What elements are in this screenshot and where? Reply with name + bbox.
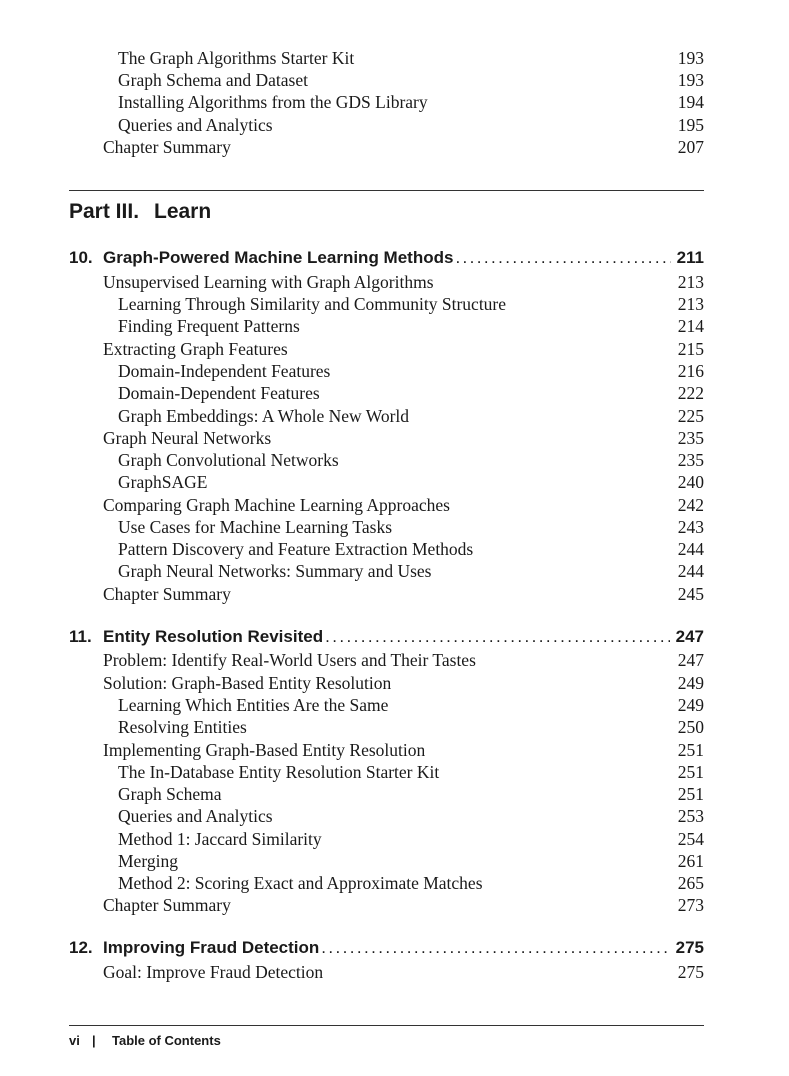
entry-page: 222 — [677, 383, 704, 403]
entry-page: 242 — [677, 495, 704, 515]
entry-page: 254 — [677, 829, 704, 849]
entry-title: Graph Schema — [118, 784, 222, 804]
entry-page: 265 — [677, 873, 704, 893]
entry-page: 251 — [677, 740, 704, 760]
entry-page: 235 — [677, 450, 704, 470]
chapter-page: 211 — [676, 248, 704, 267]
entry-title: Installing Algorithms from the GDS Library — [118, 92, 428, 112]
entry-page: 244 — [677, 561, 704, 581]
toc-entry[interactable] — [0, 739, 704, 761]
entry-title: Extracting Graph Features — [103, 339, 288, 359]
entry-title: The In-Database Entity Resolution Starter Kit — [118, 762, 440, 782]
entry-page: 249 — [677, 673, 704, 693]
entry-title: Comparing Graph Machine Learning Approaches — [103, 495, 450, 515]
toc-entry[interactable] — [0, 315, 704, 337]
entry-page: 225 — [677, 406, 704, 426]
toc-entry[interactable] — [0, 114, 704, 136]
entry-page: 275 — [677, 962, 704, 982]
entry-page: 213 — [677, 294, 704, 314]
entry-title: Implementing Graph-Based Entity Resolution — [103, 740, 426, 760]
entry-page: 193 — [677, 70, 704, 90]
toc-entry[interactable] — [0, 69, 704, 91]
chapter-number: 10. — [69, 248, 93, 267]
toc-entry[interactable] — [0, 850, 704, 872]
entry-page: 215 — [677, 339, 704, 359]
toc-entry[interactable] — [0, 761, 704, 783]
entry-title: Pattern Discovery and Feature Extraction Methods — [118, 539, 474, 559]
entry-page: 193 — [677, 48, 704, 68]
entry-page: 235 — [677, 428, 704, 448]
entry-title: Finding Frequent Patterns — [118, 316, 300, 336]
entry-title: Domain-Dependent Features — [118, 383, 320, 403]
entry-title: Method 2: Scoring Exact and Approximate Matches — [118, 873, 483, 893]
toc-entry[interactable] — [0, 894, 704, 916]
chapter-page: 247 — [675, 627, 704, 646]
chapter-heading[interactable] — [69, 246, 704, 270]
entry-title: Graph Neural Networks — [103, 428, 272, 448]
toc-entry[interactable] — [0, 293, 704, 315]
toc-entry[interactable] — [0, 716, 704, 738]
entry-page: 253 — [677, 806, 704, 826]
toc-entry[interactable] — [0, 805, 704, 827]
toc-entry[interactable] — [0, 649, 704, 671]
part-label: Part III. — [69, 200, 140, 223]
entry-title: GraphSAGE — [118, 472, 208, 492]
entry-title: Domain-Independent Features — [118, 361, 331, 381]
entry-page: 261 — [677, 851, 704, 871]
dot-leader — [455, 246, 670, 270]
entry-title: Graph Embeddings: A Whole New World — [118, 406, 410, 426]
entry-page: 273 — [677, 895, 704, 915]
toc-entry[interactable] — [0, 583, 704, 605]
toc-entry[interactable] — [0, 360, 704, 382]
toc-entry[interactable] — [0, 516, 704, 538]
part-divider — [69, 190, 704, 191]
entry-title: Graph Convolutional Networks — [118, 450, 339, 470]
entry-title: Problem: Identify Real-World Users and Their Tastes — [103, 650, 476, 670]
entry-page: 250 — [677, 717, 704, 737]
toc-entry[interactable] — [0, 449, 704, 471]
entry-title: Solution: Graph-Based Entity Resolution — [103, 673, 392, 693]
entry-page: 247 — [677, 650, 704, 670]
toc-entry[interactable] — [0, 271, 704, 293]
toc-entry[interactable] — [0, 961, 704, 983]
entry-page: 245 — [677, 584, 704, 604]
entry-page: 207 — [677, 137, 704, 157]
entry-title: Goal: Improve Fraud Detection — [103, 962, 324, 982]
entry-title: Chapter Summary — [103, 895, 231, 915]
entry-page: 216 — [677, 361, 704, 381]
entry-page: 194 — [677, 92, 704, 112]
part-name: Learn — [154, 200, 212, 223]
dot-leader — [321, 936, 669, 960]
entry-page: 244 — [677, 539, 704, 559]
chapter-title: Graph-Powered Machine Learning Methods — [103, 248, 454, 267]
chapter-heading[interactable] — [69, 625, 704, 649]
entry-title: Chapter Summary — [103, 584, 231, 604]
entry-page: 251 — [677, 784, 704, 804]
toc-entry[interactable] — [0, 538, 704, 560]
entry-title: Queries and Analytics — [118, 115, 273, 135]
entry-title: Resolving Entities — [118, 717, 247, 737]
toc-entry[interactable] — [0, 471, 704, 493]
toc-entry[interactable] — [0, 694, 704, 716]
entry-title: Method 1: Jaccard Similarity — [118, 829, 322, 849]
chapter-title: Improving Fraud Detection — [103, 938, 320, 957]
entry-title: Chapter Summary — [103, 137, 231, 157]
entry-title: Queries and Analytics — [118, 806, 273, 826]
chapter-heading[interactable] — [69, 936, 704, 960]
toc-entry[interactable] — [0, 783, 704, 805]
dot-leader — [325, 625, 670, 649]
entry-title: Learning Which Entities Are the Same — [118, 695, 389, 715]
entry-page: 249 — [677, 695, 704, 715]
toc-entry[interactable] — [0, 560, 704, 582]
entry-title: Use Cases for Machine Learning Tasks — [118, 517, 393, 537]
entry-title: Learning Through Similarity and Community Structure — [118, 294, 507, 314]
chapter-number: 11. — [69, 627, 92, 646]
entry-title: The Graph Algorithms Starter Kit — [118, 48, 355, 68]
toc-entry[interactable] — [0, 672, 704, 694]
footer-separator: | — [92, 1033, 96, 1048]
entry-page: 214 — [677, 316, 704, 336]
toc-entry[interactable] — [0, 494, 704, 516]
toc-entry[interactable] — [0, 338, 704, 360]
entry-page: 240 — [677, 472, 704, 492]
toc-entry[interactable] — [0, 136, 704, 158]
entry-page: 243 — [677, 517, 704, 537]
toc-entry[interactable] — [0, 91, 704, 113]
footer-divider — [69, 1025, 704, 1026]
chapter-page: 275 — [675, 938, 704, 957]
entry-title: Merging — [118, 851, 178, 871]
entry-title: Graph Neural Networks: Summary and Uses — [118, 561, 432, 581]
toc-entry[interactable] — [0, 427, 704, 449]
toc-entry[interactable] — [0, 828, 704, 850]
chapter-number: 12. — [69, 938, 93, 957]
entry-title: Graph Schema and Dataset — [118, 70, 308, 90]
footer-section: Table of Contents — [112, 1033, 221, 1048]
toc-entry[interactable] — [0, 405, 704, 427]
entry-page: 213 — [677, 272, 704, 292]
chapter-title: Entity Resolution Revisited — [103, 627, 324, 646]
toc-entry[interactable] — [0, 872, 704, 894]
entry-page: 251 — [677, 762, 704, 782]
entry-title: Unsupervised Learning with Graph Algorithms — [103, 272, 434, 292]
entry-page: 195 — [677, 115, 704, 135]
footer-page-number: vi — [69, 1033, 80, 1048]
toc-entry[interactable] — [0, 382, 704, 404]
toc-entry[interactable] — [0, 47, 704, 69]
